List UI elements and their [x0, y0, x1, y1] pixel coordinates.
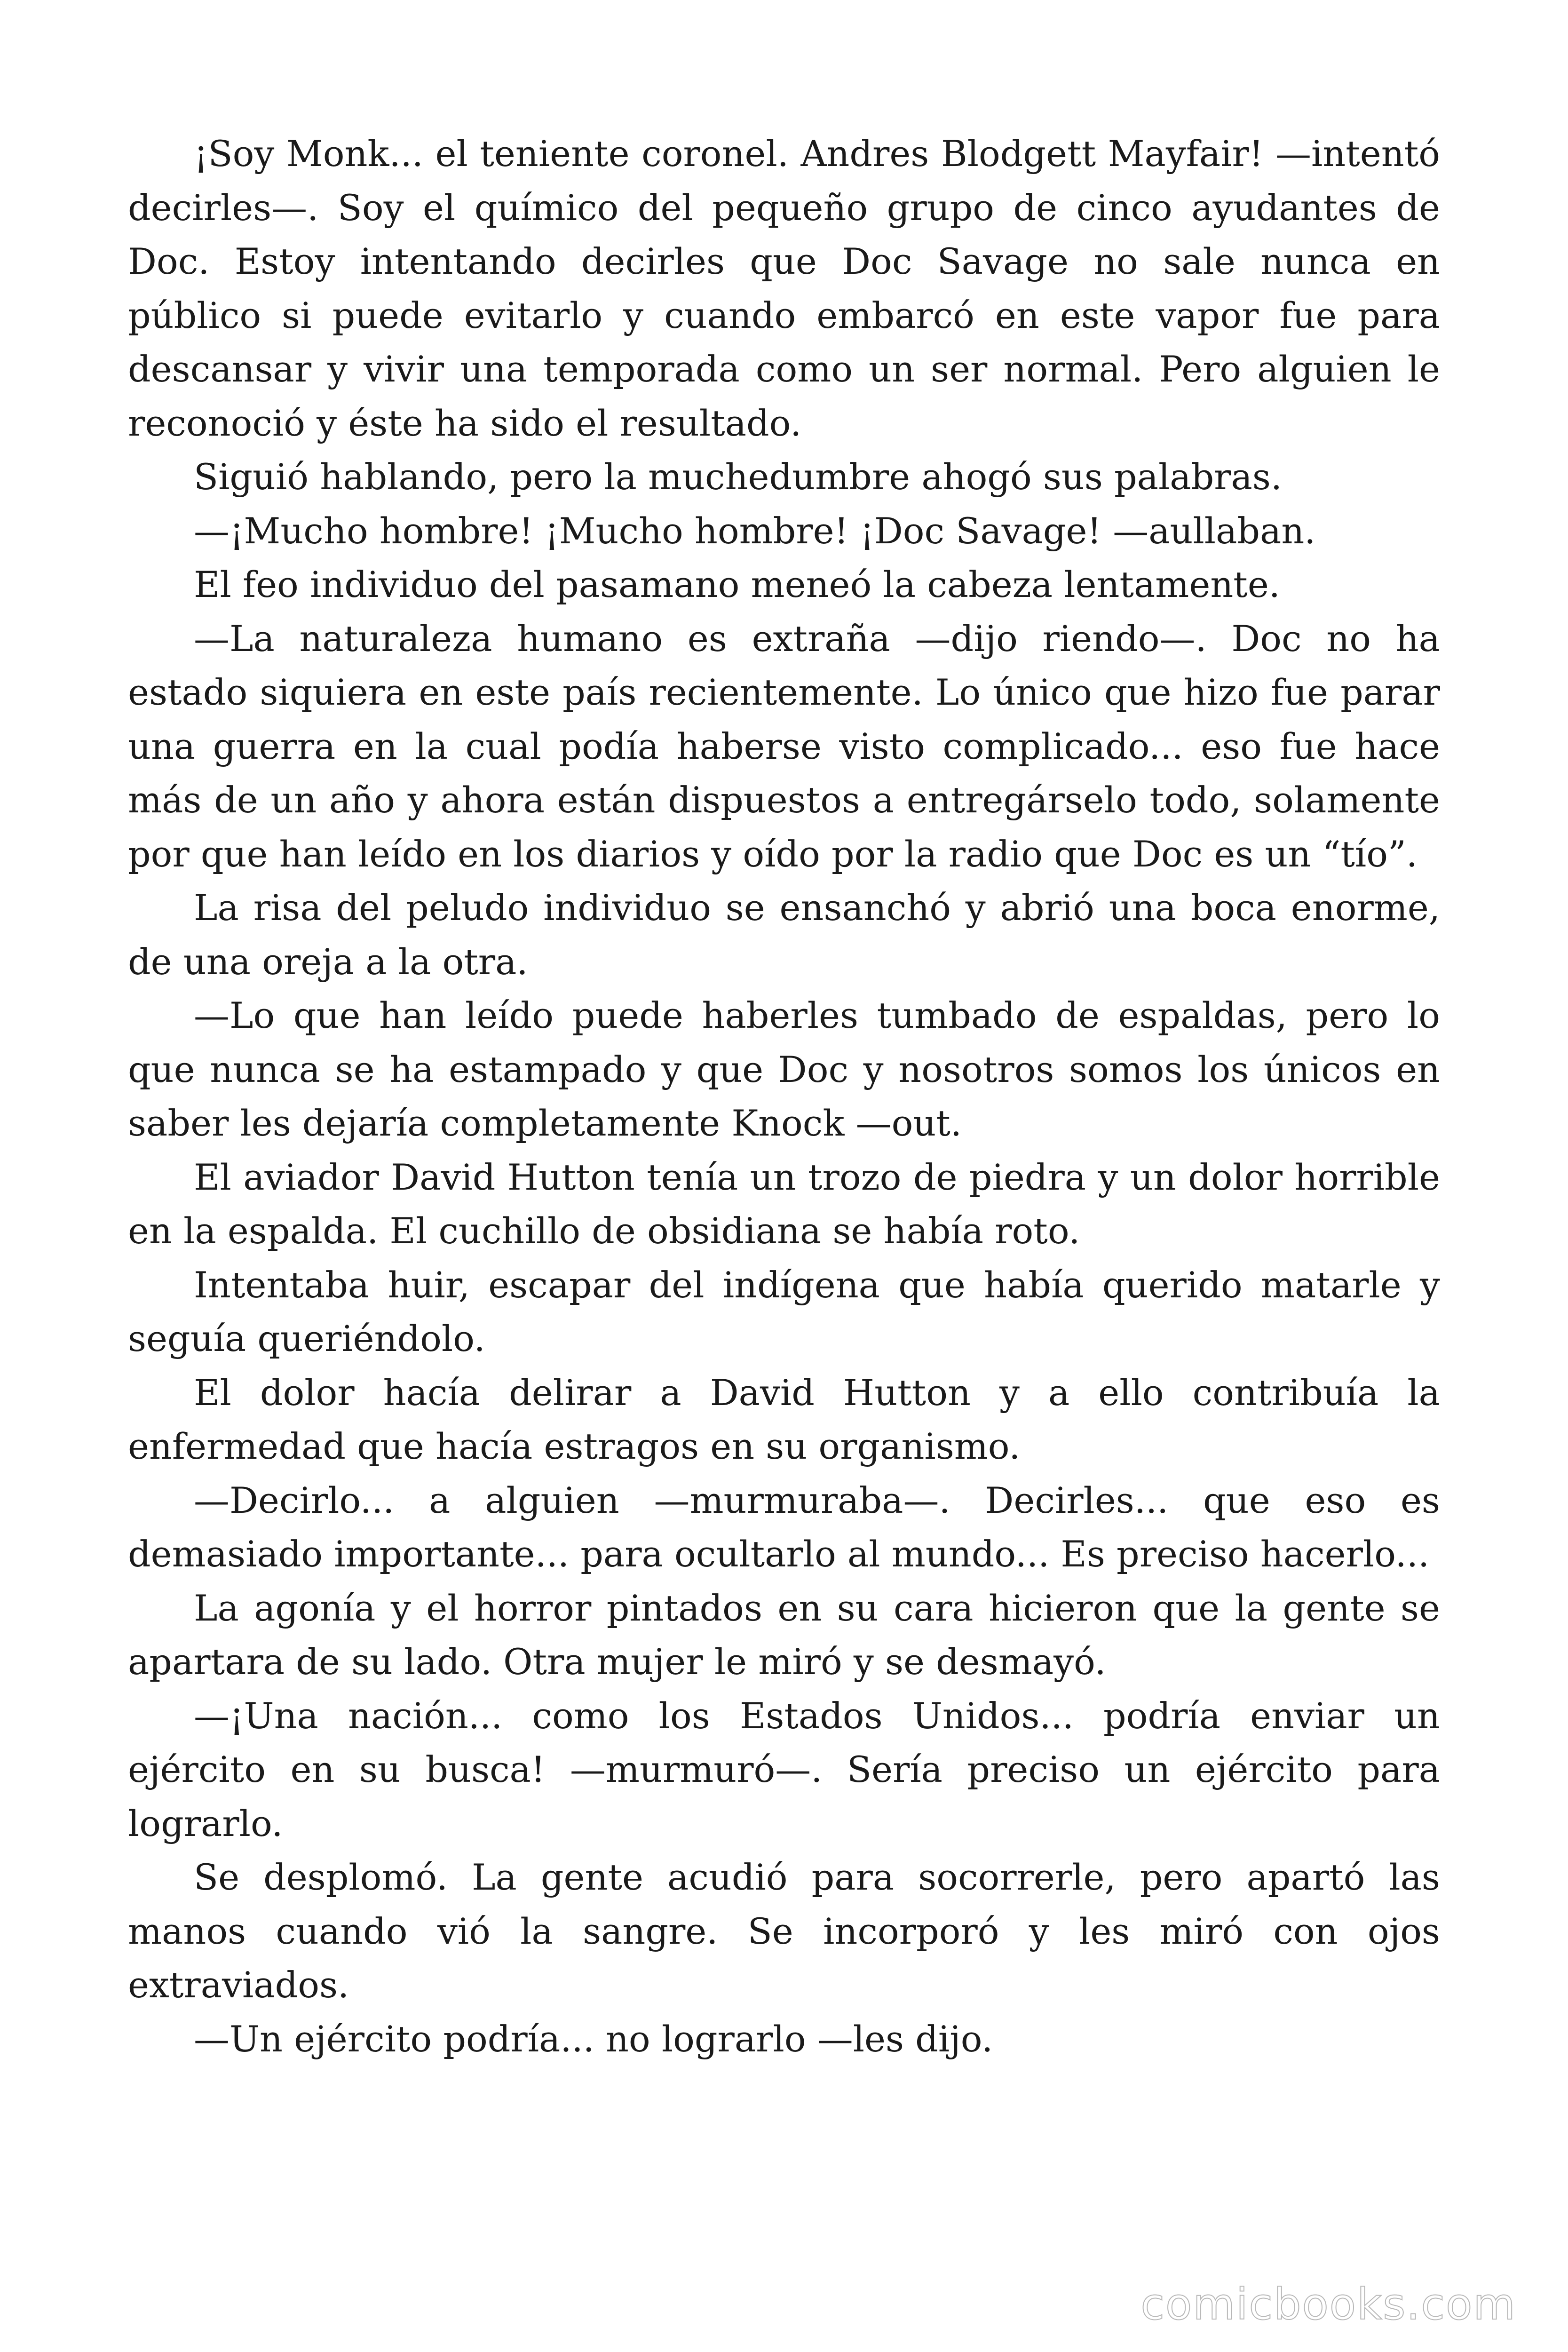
paragraph: ¡Soy Monk... el teniente coronel. Andres Blodgett Mayfair! —intentó decirles—. Soy el químico del pequeño grupo de cinco ayudantes de Doc. Estoy intentando decirles que Doc Savage no sale nunca en público si puede evitarlo y cuando embarcó en este vapor fue para descansar y vivir una temporada como un ser normal. Pero alguien le reconoció y éste ha sido el resultado.	[128, 133, 1440, 444]
paragraph: El feo individuo del pasamano meneó la cabeza lentamente.	[194, 564, 1280, 605]
paragraph: Siguió hablando, pero la muchedumbre ahogó sus palabras.	[194, 456, 1283, 498]
paragraph: El aviador David Hutton tenía un trozo de piedra y un dolor horrible en la espalda. El cuchillo de obsidiana se había roto.	[128, 1156, 1440, 1252]
body-text	[128, 127, 1440, 2066]
paragraph: —La naturaleza humano es extraña —dijo riendo—. Doc no ha estado siquiera en este país recientemente. Lo único que hizo fue parar una guerra en la cual podía haberse visto complicado... eso fue hace más de un año y ahora están dispuestos a entregárselo todo, solamente por que han leído en los diarios y oído por la radio que Doc es un “tío”.	[128, 617, 1440, 875]
paragraph: Se desplomó. La gente acudió para socorrerle, pero apartó las manos cuando vió la sangre. Se incorporó y les miró con ojos extraviados.	[128, 1856, 1440, 2006]
paragraph: El dolor hacía delirar a David Hutton y a ello contribuía la enfermedad que hacía estragos en su organismo.	[128, 1371, 1440, 1467]
paragraph: La risa del peludo individuo se ensanchó y abrió una boca enorme, de una oreja a la otra.	[128, 887, 1440, 983]
paragraph: —¡Mucho hombre! ¡Mucho hombre! ¡Doc Savage! —aullaban.	[194, 509, 1316, 552]
watermark: comicbooks.com	[1140, 2279, 1516, 2329]
paragraph: —Lo que han leído puede haberles tumbado de espaldas, pero lo que nunca se ha estampado y que Doc y nosotros somos los únicos en saber les dejaría completamente Knock —out.	[128, 994, 1440, 1144]
paragraph: —¡Una nación... como los Estados Unidos... podría enviar un ejército en su busca! —murmuró—. Sería preciso un ejército para lograrlo.	[128, 1694, 1440, 1844]
paragraph: —Decirlo... a alguien —murmuraba—. Decirles... que eso es demasiado importante... para ocultarlo al mundo... Es preciso hacerlo...	[128, 1479, 1440, 1575]
paragraph: —Un ejército podría... no lograrlo —les dijo.	[194, 2018, 993, 2060]
paragraph: Intentaba huir, escapar del indígena que había querido matarle y seguía queriéndolo.	[128, 1263, 1440, 1359]
paragraph: La agonía y el horror pintados en su cara hicieron que la gente se apartara de su lado. Otra mujer le miró y se desmayó.	[128, 1587, 1440, 1683]
